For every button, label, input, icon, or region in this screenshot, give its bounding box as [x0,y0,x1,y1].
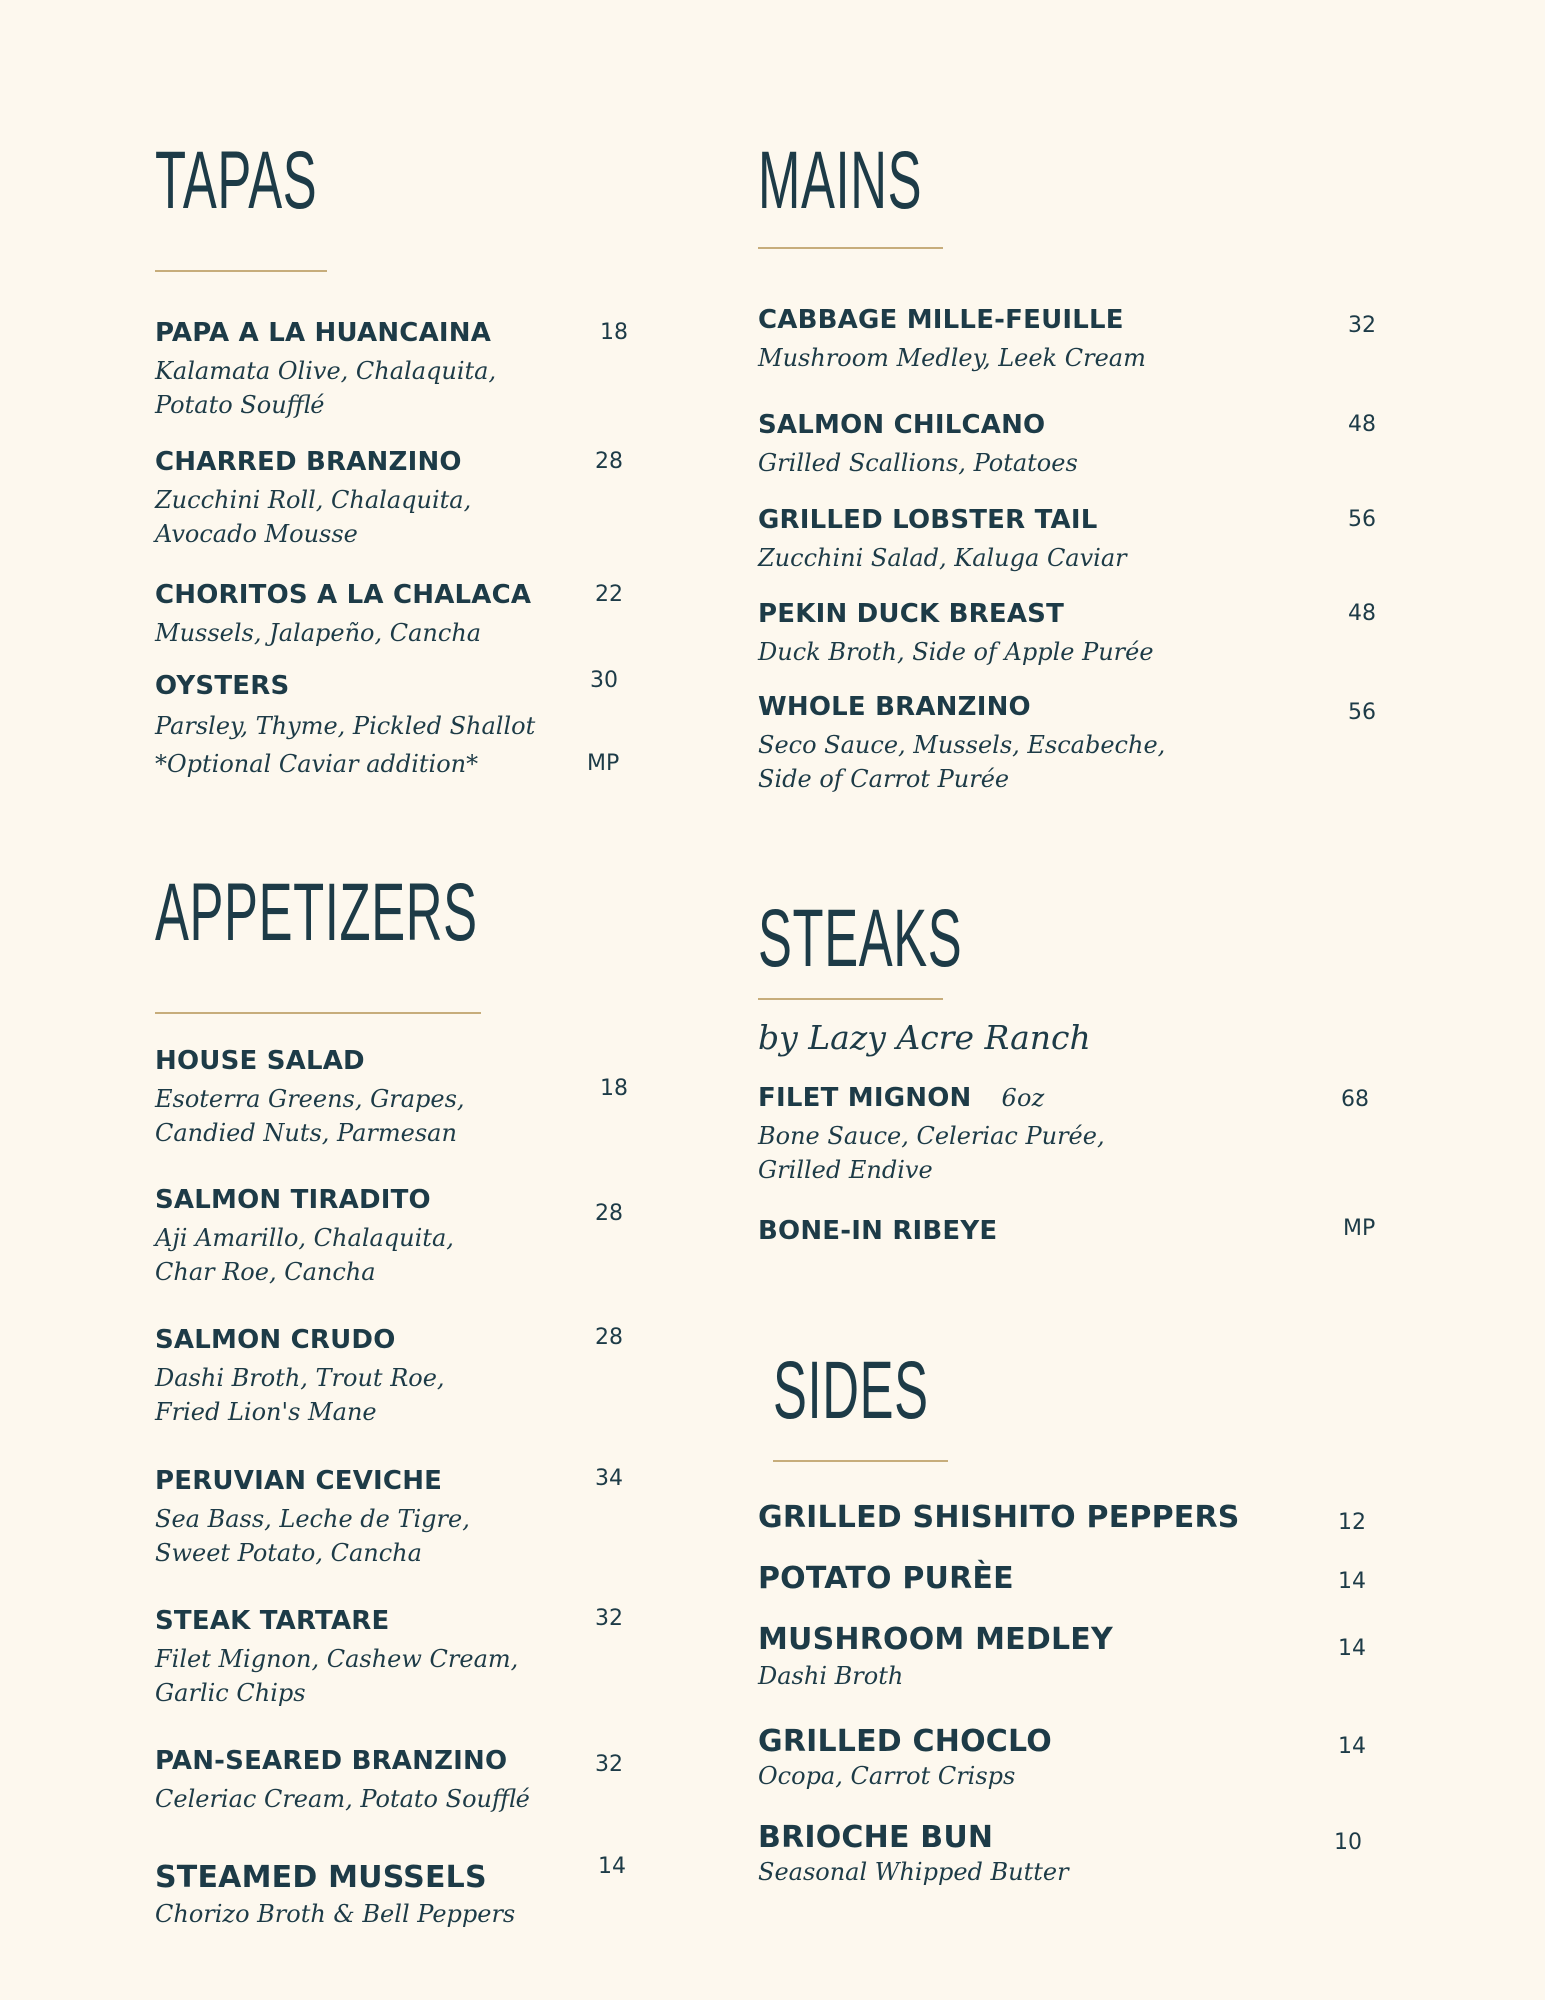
item-name: CHARRED BRANZINO [155,447,462,477]
menu-item-salmon-crudo [155,1325,635,1429]
item-description [758,1759,1408,1793]
item-description [155,1502,635,1570]
item-desc-line: Grilled Endive [758,1156,933,1184]
item-description [155,616,635,650]
item-desc-line: Aji Amarillo, Chalaquita, [155,1224,454,1252]
item-price: 14 [1338,1569,1366,1594]
item-description [155,1897,635,1931]
steaks-divider [758,998,943,1000]
item-desc-line: Chorizo Broth & Bell Peppers [155,1900,516,1928]
item-desc-line: Filet Mignon, Cashew Cream, [155,1645,519,1673]
menu-item-grilled-shishito-peppers [758,1500,1408,1535]
steaks-subtitle: by Lazy Acre Ranch [758,1018,1091,1057]
menu-item-whole-branzino [758,692,1408,796]
item-desc-line: Zucchini Roll, Chalaquita, [155,486,472,514]
menu-item-brioche-bun [758,1820,1408,1889]
menu-item-pan-seared-branzino [155,1746,635,1816]
item-desc-line: Bone Sauce, Celeriac Purée, [758,1122,1105,1150]
item-price: 56 [1348,700,1376,725]
item-name: PERUVIAN CEVICHE [155,1466,443,1496]
item-price: 28 [595,1325,623,1350]
item-price: 18 [600,320,628,345]
item-description [758,341,1408,375]
item-price: 68 [1341,1087,1369,1112]
item-description [758,1855,1408,1889]
item-name: PEKIN DUCK BREAST [758,599,1065,629]
item-desc-line: Dashi Broth [758,1662,904,1690]
menu-item-house-salad [155,1046,635,1150]
menu-item-salmon-tiradito [155,1185,635,1289]
item-desc-line: Avocado Mousse [155,520,358,548]
item-desc-line: Candied Nuts, Parmesan [155,1119,457,1147]
item-name: HOUSE SALAD [155,1046,365,1076]
item-name: CABBAGE MILLE-FEUILLE [758,305,1124,335]
sides-title: SIDES [773,1345,929,1436]
menu-item-salmon-chilcano [758,410,1408,480]
item-price: 32 [595,1606,623,1631]
tapas-title: TAPAS [155,135,318,226]
menu-item-potato-puree [758,1561,1408,1596]
item-name: SALMON CRUDO [155,1325,396,1355]
item-name: SALMON TIRADITO [155,1185,431,1215]
item-price: 18 [600,1076,628,1101]
menu-item-filet-mignon [758,1083,1408,1187]
menu-item-bone-in-ribeye [758,1216,1408,1246]
steaks-title: STEAKS [758,893,963,984]
item-name: PAN-SEARED BRANZINO [155,1746,508,1776]
item-desc-line: Duck Broth, Side of Apple Purée [758,638,1154,666]
item-desc-line: Fried Lion's Mane [155,1398,377,1426]
item-price: MP [1343,1216,1376,1241]
item-name: STEAMED MUSSELS [155,1860,487,1895]
item-price: 48 [1348,412,1376,437]
item-desc-line: Parsley, Thyme, Pickled Shallot [155,712,536,740]
tapas-section [155,135,635,226]
item-desc-line: Celeriac Cream, Potato Soufflé [155,1785,530,1813]
item-price: 28 [595,1201,623,1226]
menu-item-oysters [155,668,635,783]
item-name: WHOLE BRANZINO [758,692,1031,722]
menu-item-charred-branzino [155,447,635,551]
item-name: MUSHROOM MEDLEY [758,1622,1113,1657]
item-name [758,1083,1408,1113]
item-description [155,1642,635,1710]
item-desc-line: Kalamata Olive, Chalaquita, [155,357,497,385]
menu-item-papa-a-la-huancaina [155,318,635,422]
item-price: 14 [1338,1636,1366,1661]
item-price: 12 [1338,1510,1366,1535]
item-price: 32 [1348,313,1376,338]
appetizers-divider [155,1012,481,1014]
menu-item-choritos-a-la-chalaca [155,580,635,650]
item-description [758,635,1408,669]
item-name: BONE-IN RIBEYE [758,1216,998,1246]
item-description [758,541,1408,575]
item-description [758,1659,1408,1693]
mains-title: MAINS [758,135,923,226]
item-desc-line: Mussels, Jalapeño, Cancha [155,619,482,647]
item-portion: 6oz [1001,1084,1045,1112]
menu-item-steak-tartare [155,1606,635,1710]
item-name-text: FILET MIGNON [758,1083,972,1113]
item-desc-line: Dashi Broth, Trout Roe, [155,1364,445,1392]
item-name: SALMON CHILCANO [758,410,1046,440]
item-name: BRIOCHE BUN [758,1820,994,1855]
item-desc-line: Esoterra Greens, Grapes, [155,1085,465,1113]
item-name: GRILLED CHOCLO [758,1724,1052,1759]
item-description [155,1782,635,1816]
sides-divider [773,1460,948,1462]
item-price: 14 [598,1854,626,1879]
item-name: STEAK TARTARE [155,1606,390,1636]
item-desc-line: Garlic Chips [155,1679,306,1707]
item-price: 34 [595,1466,623,1491]
item-price: 56 [1348,507,1376,532]
item-desc-line: Mushroom Medley, Leek Cream [758,344,1146,372]
item-name: OYSTERS [155,671,290,701]
item-desc-line: Sea Bass, Leche de Tigre, [155,1505,470,1533]
item-price: 30 [590,668,618,693]
menu-item-pekin-duck-breast [758,599,1408,669]
item-description [758,446,1408,480]
menu-item-cabbage-mille-feuille [758,305,1408,375]
item-desc-line: Side of Carrot Purée [758,765,1010,793]
item-desc-line: Seco Sauce, Mussels, Escabeche, [758,731,1166,759]
item-description [155,1221,635,1289]
item-desc-line: Grilled Scallions, Potatoes [758,449,1078,477]
item-description [155,354,635,422]
menu-item-grilled-lobster-tail [758,505,1408,575]
item-description [155,707,635,783]
item-description [758,1119,1408,1187]
item-description [758,728,1408,796]
item-name: PAPA A LA HUANCAINA [155,318,492,348]
item-desc-line: Ocopa, Carrot Crisps [758,1762,1016,1790]
item-desc-line: Potato Soufflé [155,391,325,419]
item-description [155,1361,635,1429]
steaks-section [758,893,1408,1057]
item-price: 22 [595,582,623,607]
item-price: 32 [595,1752,623,1777]
menu-item-grilled-choclo [758,1724,1408,1793]
item-desc-line: Char Roe, Cancha [155,1258,376,1286]
mains-divider [758,247,943,249]
item-price-caviar: MP [587,751,620,776]
item-desc-line: Zucchini Salad, Kaluga Caviar [758,544,1127,572]
item-desc-line: Sweet Potato, Cancha [155,1539,422,1567]
item-description [155,483,635,551]
item-name: GRILLED LOBSTER TAIL [758,505,1098,535]
appetizers-title: APPETIZERS [155,867,478,958]
item-name: GRILLED SHISHITO PEPPERS [758,1500,1240,1535]
sides-section [773,1345,1423,1436]
item-description [155,1082,635,1150]
item-name: CHORITOS A LA CHALACA [155,580,532,610]
item-price: 48 [1348,601,1376,626]
menu-item-steamed-mussels [155,1854,635,1931]
item-price: 10 [1334,1830,1362,1855]
appetizers-section [155,867,635,958]
menu-item-mushroom-medley [758,1622,1408,1693]
item-price: 28 [595,449,623,474]
tapas-divider [155,270,327,272]
item-name: POTATO PURÈE [758,1561,1014,1596]
mains-section [758,135,1408,226]
item-price: 14 [1338,1734,1366,1759]
menu-item-peruvian-ceviche [155,1466,635,1570]
item-desc-line: Seasonal Whipped Butter [758,1858,1069,1886]
item-desc-line: *Optional Caviar addition* [155,750,479,778]
